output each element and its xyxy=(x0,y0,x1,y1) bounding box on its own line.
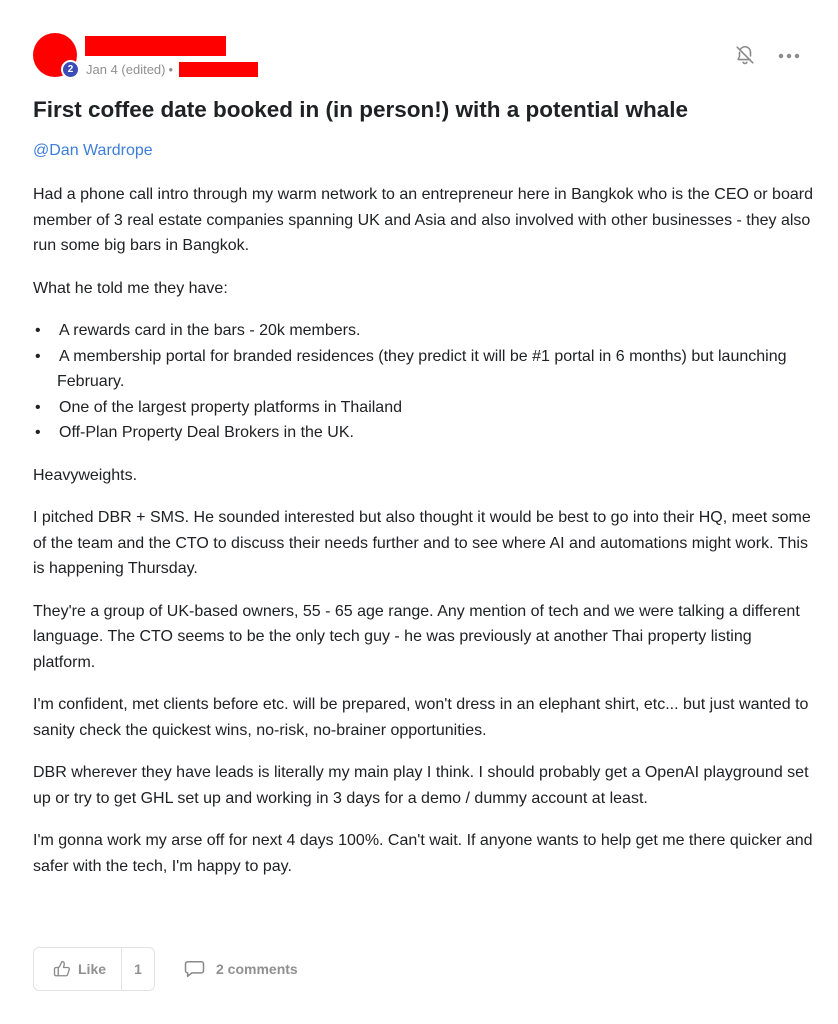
body-paragraph: I'm gonna work my arse off for next 4 days 100%. Can't wait. If anyone wants to help get me there quicker and safer with the tech, I'm happy to pay. xyxy=(33,832,813,875)
more-horizontal-icon xyxy=(776,46,802,66)
mention-link[interactable]: @Dan Wardrope xyxy=(33,142,153,159)
list-item: • Off-Plan Property Deal Brokers in the UK. xyxy=(33,420,813,446)
like-control xyxy=(33,947,155,991)
post-title: First coffee date booked in (in person!) with a potential whale xyxy=(33,97,689,122)
like-count[interactable]: 1 xyxy=(134,961,142,977)
body-paragraph: They're a group of UK-based owners, 55 - 65 age range. Any mention of tech and we were talking a different language. The CTO seems to be the only tech guy - he was previously at another Thai property listing platform. xyxy=(33,602,800,671)
body-list xyxy=(33,318,813,446)
body-paragraph: Had a phone call intro through my warm network to an entrepreneur here in Bangkok who is the CEO or board member of 3 real estate companies spanning UK and Asia and also involved with other businesses - they also run some big bars in Bangkok. xyxy=(33,186,813,254)
list-item: • A membership portal for branded residences (they predict it will be #1 portal in 6 months) but launching February. xyxy=(33,344,813,395)
body-paragraph: I'm confident, met clients before etc. will be prepared, won't dress in an elephant shirt, etc... but just wanted to sanity check the quickest wins, no-risk, no-brainer opportunities. xyxy=(33,696,809,739)
list-item: • A rewards card in the bars - 20k members. xyxy=(33,318,813,344)
list-item: • One of the largest property platforms in Thailand xyxy=(33,395,813,421)
body-paragraph: DBR wherever they have leads is literally my main play I think. I should probably get a OpenAI playground set up or try to get GHL set up and working in 3 days for a demo / dummy account at least. xyxy=(33,764,809,807)
author-name-redacted[interactable] xyxy=(85,36,226,56)
body-paragraph: I pitched DBR + SMS. He sounded interested but also thought it would be best to go into their HQ, meet some of the team and the CTO to discuss their needs further and to see where AI and automations might work. This is happening Thursday. xyxy=(33,509,811,577)
comment-bubble-icon xyxy=(184,960,205,978)
comments-button[interactable] xyxy=(184,958,298,980)
comments-label: 2 comments xyxy=(216,961,298,977)
like-button[interactable] xyxy=(34,948,122,990)
post-body xyxy=(33,182,813,896)
category-redacted[interactable] xyxy=(179,62,258,77)
like-label: Like xyxy=(78,961,107,977)
bell-off-icon xyxy=(734,44,756,66)
body-paragraph: Heavyweights. xyxy=(33,466,138,484)
meta-separator: • xyxy=(168,62,174,77)
more-options-button[interactable] xyxy=(776,46,802,66)
notifications-toggle-button[interactable] xyxy=(734,44,756,66)
post-date: Jan 4 (edited) xyxy=(86,62,166,77)
level-badge: 2 xyxy=(61,60,80,79)
post-meta xyxy=(86,62,258,77)
thumbs-up-icon xyxy=(53,960,71,978)
body-paragraph: What he told me they have: xyxy=(33,279,228,297)
